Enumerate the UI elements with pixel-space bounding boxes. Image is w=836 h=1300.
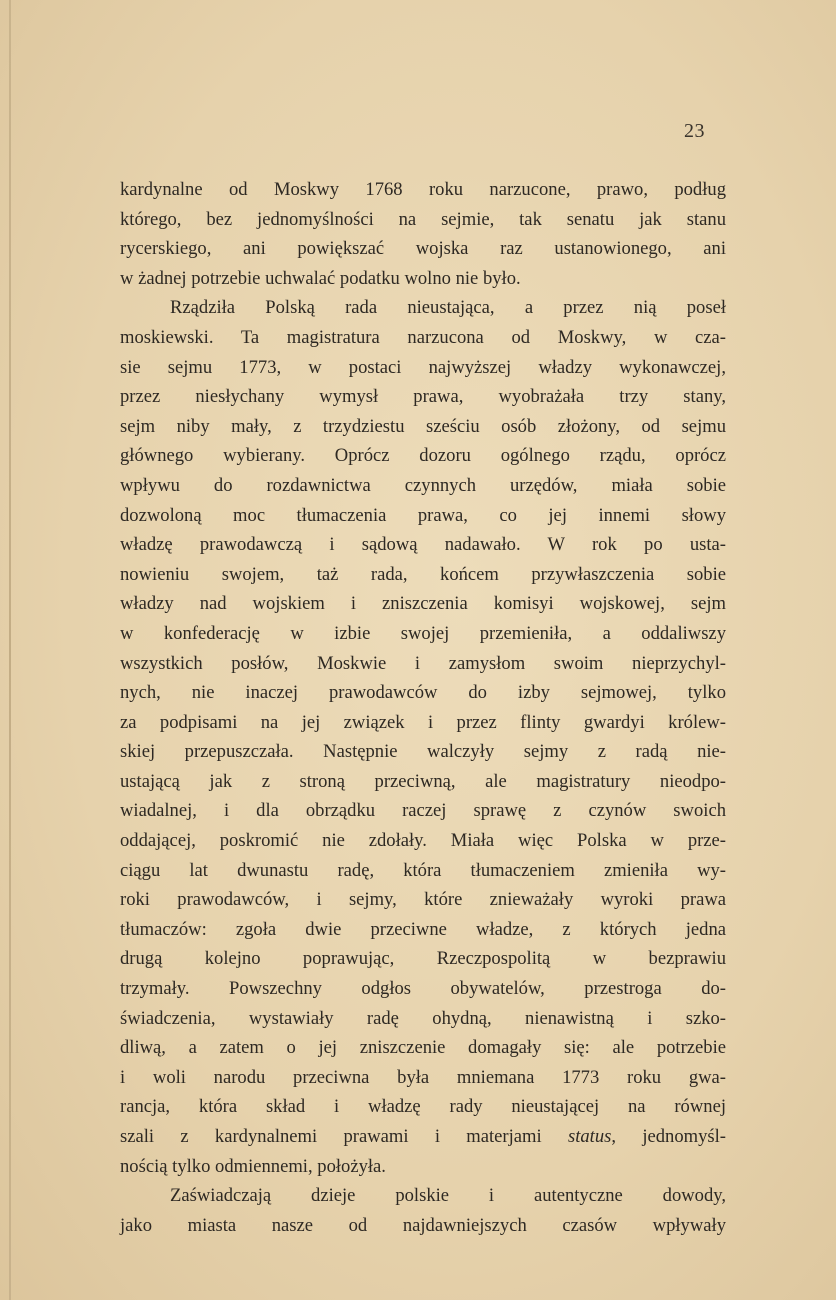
text-line: trzymały. Powszechny odgłos obywatelów, przestroga do- [120, 978, 726, 1000]
text-line: oddającej, poskromić nie zdołały. Miała więc Polska w prze- [120, 830, 726, 852]
text-line: drugą kolejno poprawując, Rzeczpospolitą w bezprawiu [120, 948, 726, 970]
text-line: wpływu do rozdawnictwa czynnych urzędów, miała sobie [120, 474, 726, 496]
text-line: rycerskiego, ani powiększać wojska raz ustanowionego, ani [120, 238, 726, 260]
text-line: sejm niby mały, z trzydziestu sześciu osób złożony, od sejmu [120, 415, 726, 437]
text-line: roki prawodawców, i sejmy, które znieważały wyroki prawa [120, 889, 726, 911]
text-line: za podpisami na jej związek i przez flinty gwardyi królew- [120, 711, 726, 733]
text-line: kardynalne od Moskwy 1768 roku narzucone, prawo, podług [120, 179, 726, 200]
body-text [120, 175, 726, 1240]
text-line: ustającą jak z stroną przeciwną, ale magistratury nieodpo- [120, 770, 726, 792]
text-line: świadczenia, wystawiały radę ohydną, nienawistną i szko- [120, 1007, 726, 1029]
page-number: 23 [684, 120, 705, 142]
text-line: przez niesłychany wymysł prawa, wyobrażała trzy stany, [120, 386, 726, 408]
text-line: wszystkich posłów, Moskwie i zamysłom swoim nieprzychyl- [120, 652, 726, 674]
text-line: w żadnej potrzebie uchwalać podatku wolno nie było. [120, 267, 521, 289]
text-line: nych, nie inaczej prawodawców do izby sejmowej, tylko [120, 682, 726, 704]
text-line: ciągu lat dwunastu radę, która tłumaczeniem zmieniła wy- [120, 859, 726, 881]
text-line: moskiewski. Ta magistratura narzucona od Moskwy, w cza- [120, 326, 726, 348]
text-line: w konfederację w izbie swojej przemieniła, a oddaliwszy [120, 622, 726, 644]
text-line: jako miasta nasze od najdawniejszych czasów wpływały [120, 1214, 726, 1236]
text-line: tłumaczów: zgoła dwie przeciwne władze, z których jedna [120, 918, 726, 940]
page-gutter [9, 0, 11, 1300]
text-line: władzę prawodawczą i sądową nadawało. W rok po usta- [120, 534, 726, 556]
text-line: wiadalnej, i dla obrządku raczej sprawę z czynów swoich [120, 800, 726, 822]
text-line: Rządziła Polską rada nieustająca, a przez nią poseł [170, 297, 726, 319]
text-line: którego, bez jednomyślności na sejmie, tak senatu jak stanu [120, 208, 726, 230]
text-line: Zaświadczają dzieje polskie i autentyczne dowody, [170, 1185, 726, 1207]
text-line: dozwoloną moc tłumaczenia prawa, co jej innemi słowy [120, 504, 726, 526]
text-line: nowieniu swojem, taż rada, końcem przywłaszczenia sobie [120, 563, 726, 585]
text-line: i woli narodu przeciwna była mniemana 1773 roku gwa- [120, 1066, 726, 1088]
text-line: władzy nad wojskiem i zniszczenia komisyi wojskowej, sejm [120, 593, 726, 615]
text-line: sie sejmu 1773, w postaci najwyższej władzy wykonawczej, [120, 356, 726, 378]
text-line: rancja, która skład i władzę rady nieustającej na równej [120, 1096, 726, 1118]
text-line: szali z kardynalnemi prawami i materjami status, jednomyśl- [120, 1126, 726, 1147]
text-line: głównego wybierany. Oprócz dozoru ogólnego rządu, oprócz [120, 445, 726, 467]
text-line: nością tylko odmiennemi, położyła. [120, 1155, 386, 1177]
text-line: dliwą, a zatem o jej zniszczenie domagały się: ale potrzebie [120, 1037, 726, 1059]
italic-word: status [567, 1126, 612, 1147]
text-line: skiej przepuszczała. Następnie walczyły sejmy z radą nie- [120, 741, 726, 763]
